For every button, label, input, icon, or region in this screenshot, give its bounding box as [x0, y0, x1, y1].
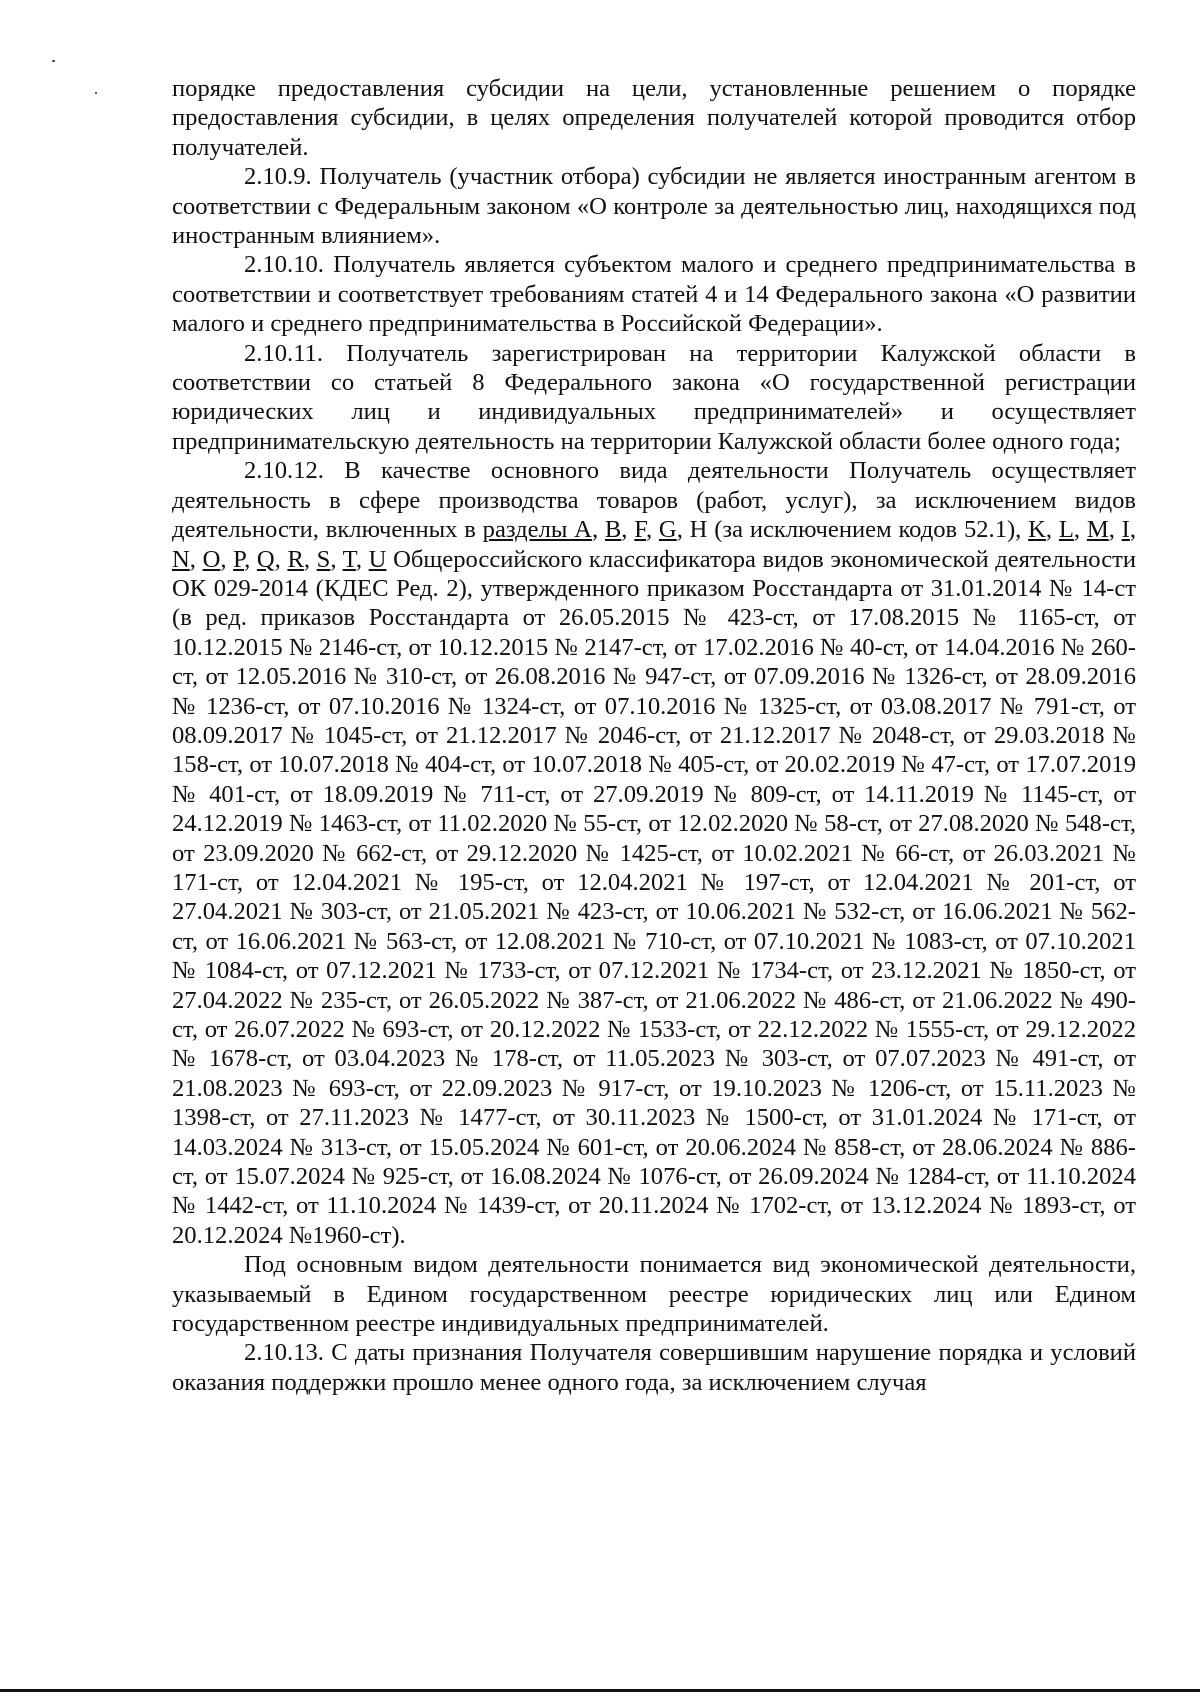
- paragraph-text: , H (за исключением кодов 52.1),: [676, 516, 1029, 544]
- classifier-section-link[interactable]: B: [604, 516, 622, 544]
- classifier-section-link[interactable]: I: [1121, 516, 1130, 544]
- classifier-section-link[interactable]: разделы A: [482, 516, 592, 544]
- classifier-section-link[interactable]: T: [342, 545, 356, 573]
- classifier-section-link[interactable]: K: [1028, 516, 1046, 544]
- separator: ,: [1045, 516, 1059, 544]
- paragraph-2-10-13: 2.10.13. С даты признания Получателя совершившим нарушение порядка и условий оказания поддержки прошло менее одного года, за исключением случая: [172, 1339, 1136, 1396]
- classifier-section-link[interactable]: M: [1086, 516, 1109, 544]
- separator: ,: [355, 545, 369, 573]
- separator: ,: [330, 545, 343, 573]
- paragraph-2-10-10: 2.10.10. Получатель является субъектом малого и среднего предпринимательства в соответствии и соответствует требованиям статей 4 и 14 Федерального закона «О развитии малого и среднего предпринимательства в Российской Федерации».: [172, 251, 1136, 338]
- scan-bottom-edge: [0, 1689, 1200, 1692]
- separator: ,: [274, 545, 288, 573]
- paragraph-text: 2.10.12. В качестве основного вида деятельности Получатель осуществляет деятельность в сфере производства товаров (работ, услуг), за исключением видов деятельности, включенных в: [172, 457, 1136, 544]
- paragraph-2-10-9: 2.10.9. Получатель (участник отбора) субсидии не является иностранным агентом в соответствии с Федеральным законом «О контроле за деятельностью лиц, находящихся под иностранным влиянием».: [172, 163, 1136, 250]
- separator: ,: [591, 516, 605, 544]
- classifier-section-link[interactable]: U: [368, 545, 387, 573]
- classifier-section-link[interactable]: F: [634, 516, 646, 544]
- separator: ,: [1108, 516, 1122, 544]
- classifier-section-link[interactable]: S: [316, 545, 331, 573]
- separator: ,: [244, 545, 257, 573]
- classifier-section-link[interactable]: G: [658, 516, 677, 544]
- separator: ,: [220, 545, 234, 573]
- separator: ,: [1073, 516, 1087, 544]
- scan-speck: [52, 60, 55, 62]
- classifier-section-link[interactable]: Q: [256, 545, 275, 573]
- separator: ,: [645, 516, 659, 544]
- separator: ,: [621, 516, 635, 544]
- paragraph-2-10-12: [172, 456, 1136, 1250]
- paragraph-2-10-11: 2.10.11. Получатель зарегистрирован на территории Калужской области в соответствии со статьей 8 Федерального закона «О государственной регистрации юридических лиц и индивидуальных предпринимателей» и осуществляет предпринимательскую деятельность на территории Калужской области более одного года;: [172, 339, 1136, 455]
- paragraph-main-activity-definition: Под основным видом деятельности понимается вид экономической деятельности, указываемый в Едином государственном реестре юридических лиц или Едином государственном реестре индивидуальных предпринимателей.: [172, 1251, 1136, 1338]
- classifier-section-link[interactable]: N: [172, 545, 190, 573]
- separator: ,: [303, 545, 317, 573]
- classifier-section-link[interactable]: L: [1058, 516, 1074, 544]
- document-body: [172, 74, 1136, 1397]
- classifier-section-link[interactable]: O: [202, 545, 221, 573]
- classifier-section-link[interactable]: R: [287, 545, 304, 573]
- paragraph-text: Общероссийского классификатора видов экономической деятельности ОК 029-2014 (КДЕС Ред. 2), утвержденного приказом Росстандарта от 31.01.2014 № 14-ст (в ред. приказов Росстандарта от 26.05.2015 № 423-ст, от 17.08.2015 № 1165-ст, от 10.12.2015 № 2146-ст, от 10.12.2015 № 2147-ст, от 17.02.2016 № 40-ст, от 14.04.2016 № 260-ст, от 12.05.2016 № 310-ст, от 26.08.2016 № 947-ст, от 07.09.2016 № 1326-ст, от 28.09.2016 № 1236-ст, от 07.10.2016 № 1324-ст, от 07.10.2016 № 1325-ст, от 03.08.2017 № 791-ст, от 08.09.2017 № 1045-ст, от 21.12.2017 № 2046-ст, от 21.12.2017 № 2048-ст, от 29.03.2018 № 158-ст, от 10.07.2018 № 404-ст, от 10.07.2018 № 405-ст, от 20.02.2019 № 47-ст, от 17.07.2019 № 401-ст, от 18.09.2019 № 711-ст, от 27.09.2019 № 809-ст, от 14.11.2019 № 1145-ст, от 24.12.2019 № 1463-ст, от 11.02.2020 № 55-ст, от 12.02.2020 № 58-ст, от 27.08.2020 № 548-ст, от 23.09.2020 № 662-ст, от 29.12.2020 № 1425-ст, от 10.02.2021 № 66-ст, от 26.03.2021 № 171-ст, от 12.04.2021 № 195-ст, от 12.04.2021 № 197-ст, от 12.04.2021 № 201-ст, от 27.04.2021 № 303-ст, от 21.05.2021 № 423-ст, от 10.06.2021 № 532-ст, от 16.06.2021 № 562-ст, от 16.06.2021 № 563-ст, от 12.08.2021 № 710-ст, от 07.10.2021 № 1083-ст, от 07.10.2021 № 1084-ст, от 07.12.2021 № 1733-ст, от 07.12.2021 № 1734-ст, от 23.12.2021 № 1850-ст, от 27.04.2022 № 235-ст, от 26.05.2022 № 387-ст, от 21.06.2022 № 486-ст, от 21.06.2022 № 490-ст, от 26.07.2022 № 693-ст, от 20.12.2022 № 1533-ст, от 22.12.2022 № 1555-ст, от 29.12.2022 № 1678-ст, от 03.04.2023 № 178-ст, от 11.05.2023 № 303-ст, от 07.07.2023 № 491-ст, от 21.08.2023 № 693-ст, от 22.09.2023 № 917-ст, от 19.10.2023 № 1206-ст, от 15.11.2023 № 1398-ст, от 27.11.2023 № 1477-ст, от 30.11.2023 № 1500-ст, от 31.01.2024 № 171-ст, от 14.03.2024 № 313-ст, от 15.05.2024 № 601-ст, от 20.06.2024 № 858-ст, от 28.06.2024 № 886-ст, от 15.07.2024 № 925-ст, от 16.08.2024 № 1076-ст, от 26.09.2024 № 1284-ст, от 11.10.2024 № 1442-ст, от 11.10.2024 № 1439-ст, от 20.11.2024 № 1702-ст, от 13.12.2024 № 1893-ст, от 20.12.2024 №1960-ст).: [172, 545, 1137, 1249]
- separator: ,: [1129, 516, 1137, 544]
- classifier-section-link[interactable]: P: [233, 545, 245, 573]
- paragraph-continuation: порядке предоставления субсидии на цели, установленные решением о порядке предоставления субсидии, в целях определения получателей которой проводится отбор получателей.: [172, 75, 1136, 161]
- separator: ,: [189, 545, 203, 573]
- scan-speck: [95, 92, 97, 94]
